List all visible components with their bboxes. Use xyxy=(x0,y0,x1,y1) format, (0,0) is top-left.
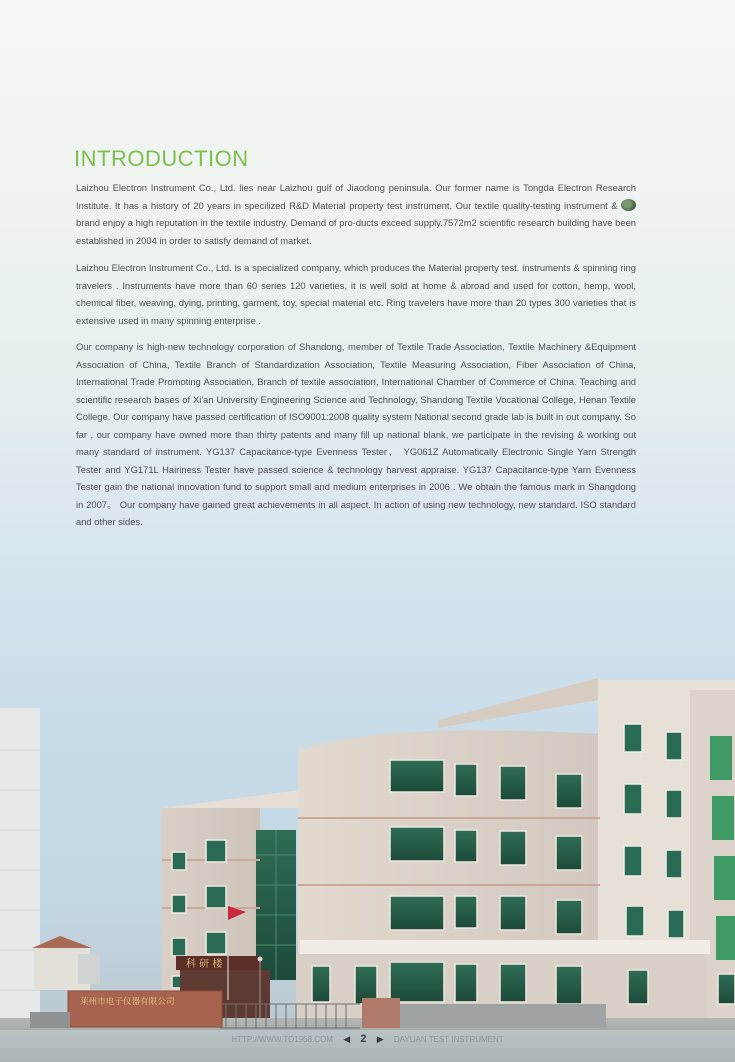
brand-logo-icon xyxy=(621,199,636,211)
page-title: INTRODUCTION xyxy=(74,146,249,171)
intro-paragraph-1 xyxy=(76,179,636,249)
center-block xyxy=(298,730,600,970)
next-page-icon[interactable]: ▶ xyxy=(376,1033,384,1044)
footer-nav xyxy=(0,1033,735,1045)
intro-paragraph-1-end: brand enjoy a high reputation in the textile industry. Demand of pro-ducts exceed supply.7572m2 scientific research building have been established in 2004 in order to satisfy demand of market. xyxy=(76,217,636,246)
building-sign: 科 研 楼 xyxy=(186,959,223,970)
footer-company: DAYUAN TEST INSTRUMENT xyxy=(393,1034,504,1044)
intro-paragraph-3: Our company is high-new technology corporation of Shandong, member of Textile Trade Association, Textile Machinery &Equipment Association of China, Textile Branch of Standardization Association, Textile Measuring Association, Fiber Association of China, International Trade Promoting Association, Branch of textile association, International Chamber of Commerce of China. Teaching and scientific research bases of Xi'an University Engineering Science and Technology, Shandong Textile Vocational College, Henan Textile College. Our company have passed certification of ISO9001:2008 quality system National second grade lab is built in out company. So far , our company have owned more than thirty patents and many fill up national blank, we participate in the revising & working out many standard of instrument. YG137 Capacitance-type Evenness Tester、 YG061Z Automatically Electronic Single Yarn Strength Tester and YG171L Hairiness Tester have passed science & technology harvest appraise. YG137 Capacitance-type Yarn Evenness Tester gain the national innovation fund to support small and medium enterprises in 2006 . We obtain the famous mark in Shangdong in 2007。 Our company have gained great achievements in all aspect. In action of using new technology, new standard. ISO standard and other sides. xyxy=(76,341,636,527)
building-photo xyxy=(0,640,735,1040)
prev-page-icon[interactable]: ◀ xyxy=(343,1033,351,1044)
gate-sign: 莱州市电子仪器有限公司 xyxy=(80,997,175,1007)
page-number: 2 xyxy=(360,1033,367,1045)
intro-paragraph-2: Laizhou Electron Instrument Co., Ltd. is a specialized company, which produces the Material property test. instruments & spinning ring travelers . Instruments have more than 60 series 120 varieties, it is well sold at home & abroad and used for cotton, hemp, wool, chemical fiber, weaving, dying, printing, garment, toy, special material etc. Ring travelers have more than 20 types 300 varieties that is extensive used in many spinning enterprise . xyxy=(76,262,636,326)
intro-paragraph-1-start: Laizhou Electron Instrument Co., Ltd. lies near Laizhou gulf of Jiaodong peninsula. Our former name is Tongda Electron Research Institute. It has a history of 20 years in specilized R&D Material property test instrument. Our textile quality-testing instrument & xyxy=(76,182,636,211)
footer-url[interactable]: HTTP://WWW.TO1958.COM xyxy=(231,1034,333,1044)
